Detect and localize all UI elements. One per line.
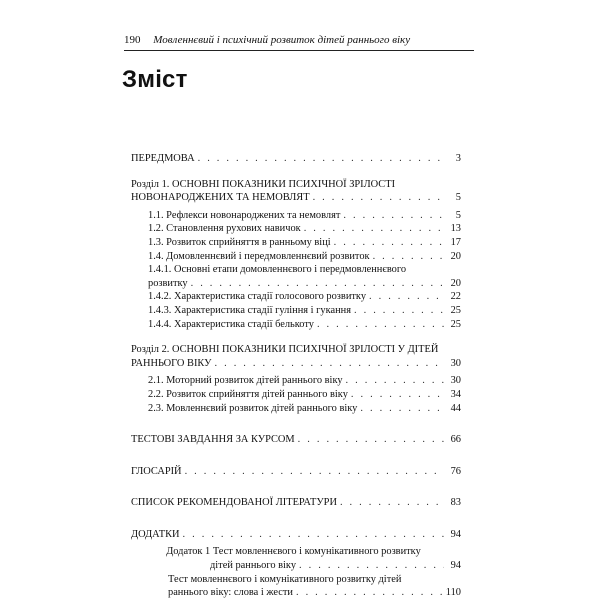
dot-leader xyxy=(304,222,444,236)
toc-entry-page: 76 xyxy=(450,465,461,477)
toc-entry-title: ДОДАТКИ xyxy=(131,528,180,540)
toc-entry xyxy=(131,152,461,166)
toc-entry-page: 30 xyxy=(450,375,461,387)
toc-entry xyxy=(131,178,461,205)
toc-entry-page: 34 xyxy=(450,388,461,400)
toc-entry-title: 1.4.3. Характеристика стадії гуління і гукання xyxy=(148,304,351,316)
dot-leader xyxy=(296,586,443,600)
toc-entry-page: 20 xyxy=(450,250,461,262)
toc-entry xyxy=(131,528,461,542)
dot-leader xyxy=(191,277,444,291)
toc-entry-title: НОВОНАРОДЖЕНИХ ТА НЕМОВЛЯТ xyxy=(131,192,310,204)
toc-entry xyxy=(131,496,461,510)
dot-leader xyxy=(185,465,444,479)
toc-entry-title: СПИСОК РЕКОМЕНДОВАНОЇ ЛІТЕРАТУРИ xyxy=(131,497,337,509)
toc-entry-page: 5 xyxy=(455,209,461,221)
running-header xyxy=(124,34,474,51)
toc-entry xyxy=(148,236,461,250)
toc-entry-page: 20 xyxy=(450,277,461,289)
toc-entry xyxy=(148,209,461,223)
toc-entry-title: ТЕСТОВІ ЗАВДАННЯ ЗА КУРСОМ xyxy=(131,434,295,446)
toc-entry-page: 25 xyxy=(450,318,461,330)
dot-leader xyxy=(317,318,444,332)
toc-entry-text: 1.4.1. Основні етапи домовленнєвого і передмовленнєвого xyxy=(148,264,407,276)
toc-entry-page: 110 xyxy=(445,587,461,599)
toc-entry xyxy=(148,304,461,318)
toc-entry-title: 1.1. Рефлекси новонароджених та немовлят xyxy=(148,209,341,221)
toc-entry-page: 66 xyxy=(450,434,461,446)
toc-entry xyxy=(148,402,461,416)
toc-entry-page: 94 xyxy=(450,528,461,540)
dot-leader xyxy=(351,388,444,402)
toc-entry-title: РАННЬОГО ВІКУ xyxy=(131,357,212,369)
dot-leader xyxy=(298,433,444,447)
toc-entry-page: 17 xyxy=(450,236,461,248)
dot-leader xyxy=(343,209,444,223)
toc-entry xyxy=(148,263,461,290)
toc-entry-page: 94 xyxy=(450,560,461,572)
toc-entry-page: 44 xyxy=(450,402,461,414)
running-title: Мовленнєвий і психічний розвиток дітей раннього віку xyxy=(153,34,411,46)
toc-entry-page: 5 xyxy=(455,192,461,204)
toc-entry-title: ПЕРЕДМОВА xyxy=(131,153,195,164)
dot-leader xyxy=(313,191,444,205)
dot-leader xyxy=(183,528,444,542)
dot-leader xyxy=(360,402,444,416)
toc-entry-title: 2.1. Моторний розвиток дітей раннього віку xyxy=(148,375,343,387)
toc-entry-page: 25 xyxy=(450,304,461,316)
toc-entry xyxy=(148,318,461,332)
toc-entry-text: Розділ 2. ОСНОВНІ ПОКАЗНИКИ ПСИХІЧНОЇ ЗРІЛОСТІ У ДІТЕЙ xyxy=(131,344,439,356)
toc-entry-text: Тест мовленнєвого і комунікативного розвитку дітей xyxy=(168,573,402,585)
toc-entry-title: 1.4. Домовленнєвий і передмовленнєвий розвиток xyxy=(148,250,370,262)
toc-entry xyxy=(148,545,461,572)
page-number: 190 xyxy=(124,34,141,46)
toc-entry-title: 1.4.2. Характеристика стадії голосового розвитку xyxy=(148,291,367,303)
toc-entry xyxy=(168,573,461,600)
toc-entry-text: Розділ 1. ОСНОВНІ ПОКАЗНИКИ ПСИХІЧНОЇ ЗРІЛОСТІ xyxy=(131,178,396,190)
toc-entry-title: розвитку xyxy=(148,277,188,289)
toc-entry-title: ГЛОСАРІЙ xyxy=(131,465,182,477)
toc-entry xyxy=(131,343,461,370)
dot-leader xyxy=(354,304,444,318)
toc-entry xyxy=(148,222,461,236)
toc-entry xyxy=(148,250,461,264)
dot-leader xyxy=(369,290,444,304)
table-of-contents xyxy=(131,152,461,600)
toc-entry xyxy=(131,433,461,447)
toc-entry-title: 2.2. Розвиток сприйняття дітей раннього віку xyxy=(148,388,348,400)
toc-entry-text: Додаток 1 Тест мовленнєвого і комунікативного розвитку xyxy=(166,546,421,558)
toc-entry-page: 30 xyxy=(450,357,461,369)
toc-entry-title: раннього віку: слова і жести xyxy=(168,587,293,599)
toc-entry xyxy=(148,290,461,304)
toc-entry-title: 1.2. Становлення рухових навичок xyxy=(148,223,301,235)
dot-leader xyxy=(340,496,444,510)
dot-leader xyxy=(373,250,444,264)
dot-leader xyxy=(198,152,444,166)
dot-leader xyxy=(346,374,444,388)
toc-entry xyxy=(131,465,461,479)
toc-entry xyxy=(148,388,461,402)
toc-entry xyxy=(148,374,461,388)
toc-entry-title: 1.3. Розвиток сприйняття в ранньому віці xyxy=(148,236,331,248)
dot-leader xyxy=(215,357,445,371)
toc-title: Зміст xyxy=(122,66,188,93)
toc-entry-page: 3 xyxy=(455,153,461,164)
toc-entry-title: 2.3. Мовленнєвий розвиток дітей раннього віку xyxy=(148,402,358,414)
toc-entry-page: 22 xyxy=(450,291,461,303)
toc-entry-page: 13 xyxy=(450,223,461,235)
toc-entry-title: 1.4.4. Характеристика стадії белькоту xyxy=(148,318,314,330)
dot-leader xyxy=(299,559,444,573)
toc-entry-title: дітей раннього віку xyxy=(210,560,297,572)
dot-leader xyxy=(334,236,444,250)
toc-entry-page: 83 xyxy=(450,497,461,509)
